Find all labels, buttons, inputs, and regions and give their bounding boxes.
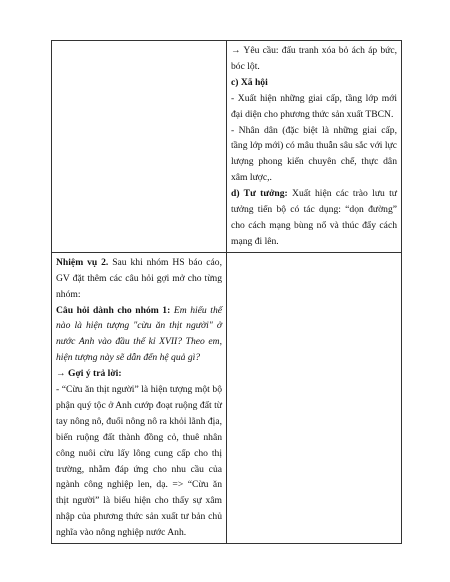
- ideology-paragraph: [231, 186, 397, 250]
- hint-heading: → Gợi ý trả lời:: [56, 368, 122, 380]
- question-text: Em hiểu thế nào là hiện tượng "cừu ăn thịt người" ở nước Anh vào đầu thế kỉ XVII? Theo em, hiện tượng này sẽ dẫn đến hệ quả gì?: [56, 304, 222, 364]
- answer-paragraph: - “Cừu ăn thịt người” là hiện tượng một bộ phận quý tộc ở Anh cướp đoạt ruộng đất từ tay nông nô, đuổi nông nô ra khỏi lãnh địa, biến ruộng đất thành đồng cỏ, thuê nhân công nuôi cừu lấy lông cung cấp cho thị trường, nhằm đáp ứng cho nhu cầu của ngành công nghiệp len, dạ. => “Cừu ăn thịt người” là biểu hiện cho thấy sự xâm nhập của phương thức sản xuất tư bản chủ nghĩa vào nông nghiệp nước Anh.: [56, 384, 222, 539]
- ideology-label: d) Tư tưởng:: [231, 188, 288, 200]
- table-row: [52, 252, 402, 543]
- task-label: Nhiệm vụ 2.: [56, 256, 109, 268]
- question-paragraph: [56, 303, 222, 367]
- right-cell-bottom: [227, 252, 402, 543]
- requirement-line: → Yêu cầu: đấu tranh xóa bỏ ách áp bức, bóc lột.: [231, 45, 397, 72]
- ideology-text: Xuất hiện các trào lưu tư tưởng tiến bộ có tác dụng: “dọn đường” cho cách mạng bùng nổ và thúc đẩy cách mạng đi lên.: [231, 188, 397, 247]
- right-cell-top: [227, 41, 402, 253]
- task-text: Sau khi nhóm HS báo cáo, GV đặt thêm các câu hỏi gợi mở cho từng nhóm:: [56, 256, 222, 300]
- society-paragraph-1: - Xuất hiện những giai cấp, tầng lớp mới đại diện cho phương thức sản xuất TBCN.: [231, 92, 397, 120]
- left-cell-bottom: [52, 252, 227, 543]
- society-heading: c) Xã hội: [231, 76, 268, 88]
- table-row: [52, 41, 402, 253]
- lesson-table: [51, 40, 402, 544]
- task-paragraph: [56, 255, 222, 303]
- left-cell-top: [52, 41, 227, 253]
- society-paragraph-2: - Nhân dân (đặc biệt là những giai cấp, tầng lớp mới) có mâu thuẫn sâu sắc với lực lượng phong kiến chuyên chế, thực dân xâm lược,.: [231, 124, 397, 184]
- question-label: Câu hỏi dành cho nhóm 1:: [56, 304, 171, 316]
